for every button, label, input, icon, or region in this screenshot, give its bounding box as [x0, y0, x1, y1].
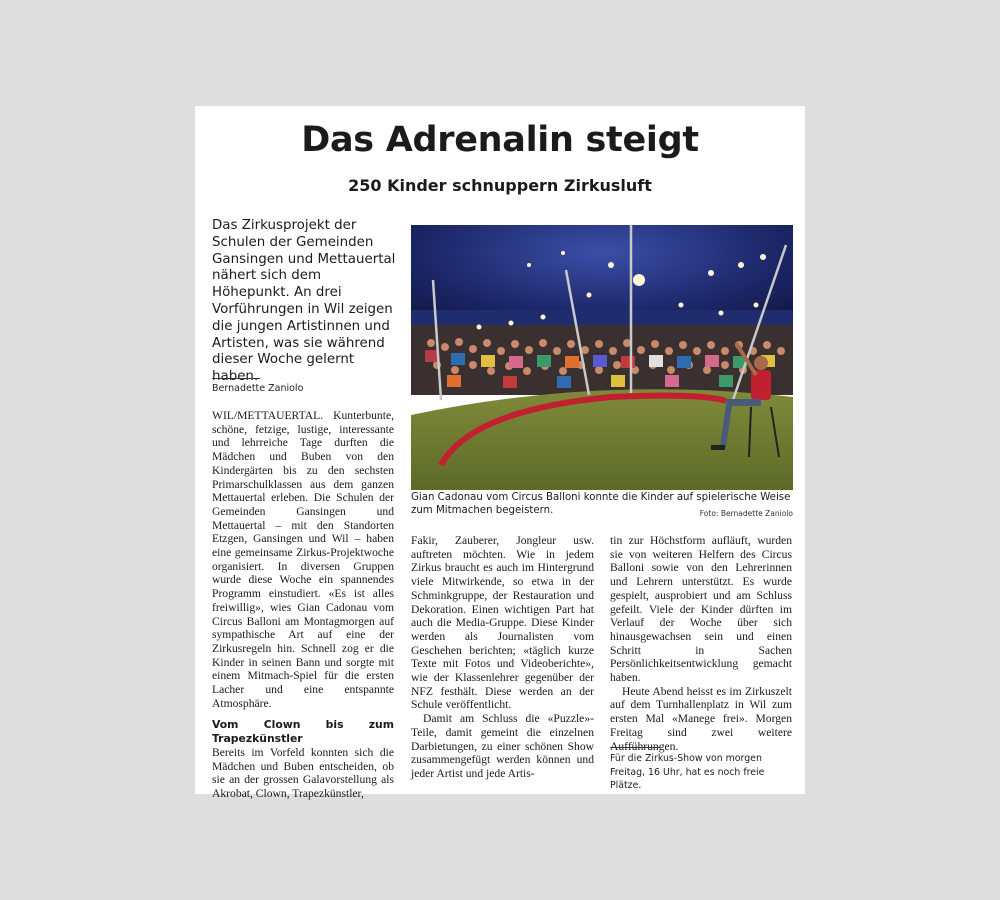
body-paragraph: Damit am Schluss die «Puzzle»-Teile, damit gemeint die einzelnen Darbietungen, zu einer schönen Show zusammengefügt werden können und jeder Artist und jede Artis-: [411, 712, 594, 780]
byline-divider: [212, 378, 260, 379]
body-paragraph: tin zur Höchstform aufläuft, wurden sie von weiteren Helfern des Circus Balloni sowie von den Lehrerinnen und Lehrern unterstützt. Es wurde gespielt, ausprobiert und am Schluss gefeilt. Viele der Kinder dürften im Verlauf der Woche über sich hinausgewachsen sein und einen Schritt in Sachen Persönlichkeitsentwicklung gemacht haben.: [610, 534, 792, 685]
lead-paragraph: Das Zirkusprojekt der Schulen der Gemeinden Gansingen und Mettauertal nähert sich dem Höhepunkt. An drei Vorführungen in Wil zeigen die jungen Artistinnen und Artisten, was sie während dieser Woche gelernt haben.: [212, 218, 396, 385]
body-paragraph: Fakir, Zauberer, Jongleur usw. auftreten möchten. Wie in jedem Zirkus braucht es auch im Hintergrund viele Mitwirkende, so etwa in der Schminkgruppe, der Restauration und Dekoration. Einen wichtigen Part hat auch die Media-Gruppe. Diese Kinder werden als Journalisten vom Geschehen berichten; «täglich kurze Texte mit Fotos und Videoberichte», wie der Klassenlehrer gegenüber der NFZ festhält. Diese werden an der Schule veröffentlicht.: [411, 534, 594, 712]
text-column-3: [610, 534, 792, 753]
photo-caption: Gian Cadonau vom Circus Balloni konnte die Kinder auf spielerische Weise zum Mitmachen begeistern.: [411, 492, 791, 516]
note-divider: [610, 747, 660, 748]
circus-photo: [411, 225, 793, 490]
headline: Das Adrenalin steigt: [301, 120, 699, 160]
body-paragraph: Bereits im Vorfeld konnten sich die Mädchen und Buben entscheiden, ob sie an der grossen Galavorstellung als Akrobat, Clown, Trapezkünstler,: [212, 745, 394, 800]
byline: Bernadette Zaniolo: [212, 383, 304, 394]
body-paragraph: WIL/METTAUERTAL. Kunterbunte, schöne, fetzige, lustige, interessante und lehrreiche Tage durften die Mädchen und Buben von den Kindergärten bis zu den sechsten Primarschulklassen aus dem ganzen Mettauertal erleben. Die Schulen der Gemeinden Gansingen und Mettauertal – mit den Standorten Etzgen, Gansingen und Wil – haben eine gemeinsame Zirkus-Projektwoche organisiert. In diversen Gruppen wurde diese Woche ein spannendes Programm einstudiert. «Es ist alles freiwillig», wies Gian Cadonau vom Circus Balloni am Montagmorgen auf sympathische Art auf eine der Zirkusregeln hin. Schnell zog er die Kinder in seinen Bann und sorgte mit einem Mitmach-Spiel für die ersten Lacher und eine entspannte Atmosphäre.: [212, 409, 394, 710]
section-subhead: Vom Clown bis zum Trapezkünstler: [212, 718, 394, 746]
body-paragraph: Heute Abend heisst es im Zirkuszelt auf dem Turnhallenplatz in Wil zum ersten Mal «Manege frei». Morgen Freitag sind zwei weitere Aufführungen.: [610, 684, 792, 753]
info-note: Für die Zirkus-Show von morgen Freitag, 16 Uhr, hat es noch freie Plätze.: [610, 753, 765, 791]
text-column-2: [411, 534, 594, 781]
subheadline: 250 Kinder schnuppern Zirkusluft: [348, 176, 652, 195]
newspaper-clipping: [195, 106, 805, 800]
photo-credit: Foto: Bernadette Zaniolo: [699, 509, 793, 518]
text-column-1: [212, 409, 394, 801]
